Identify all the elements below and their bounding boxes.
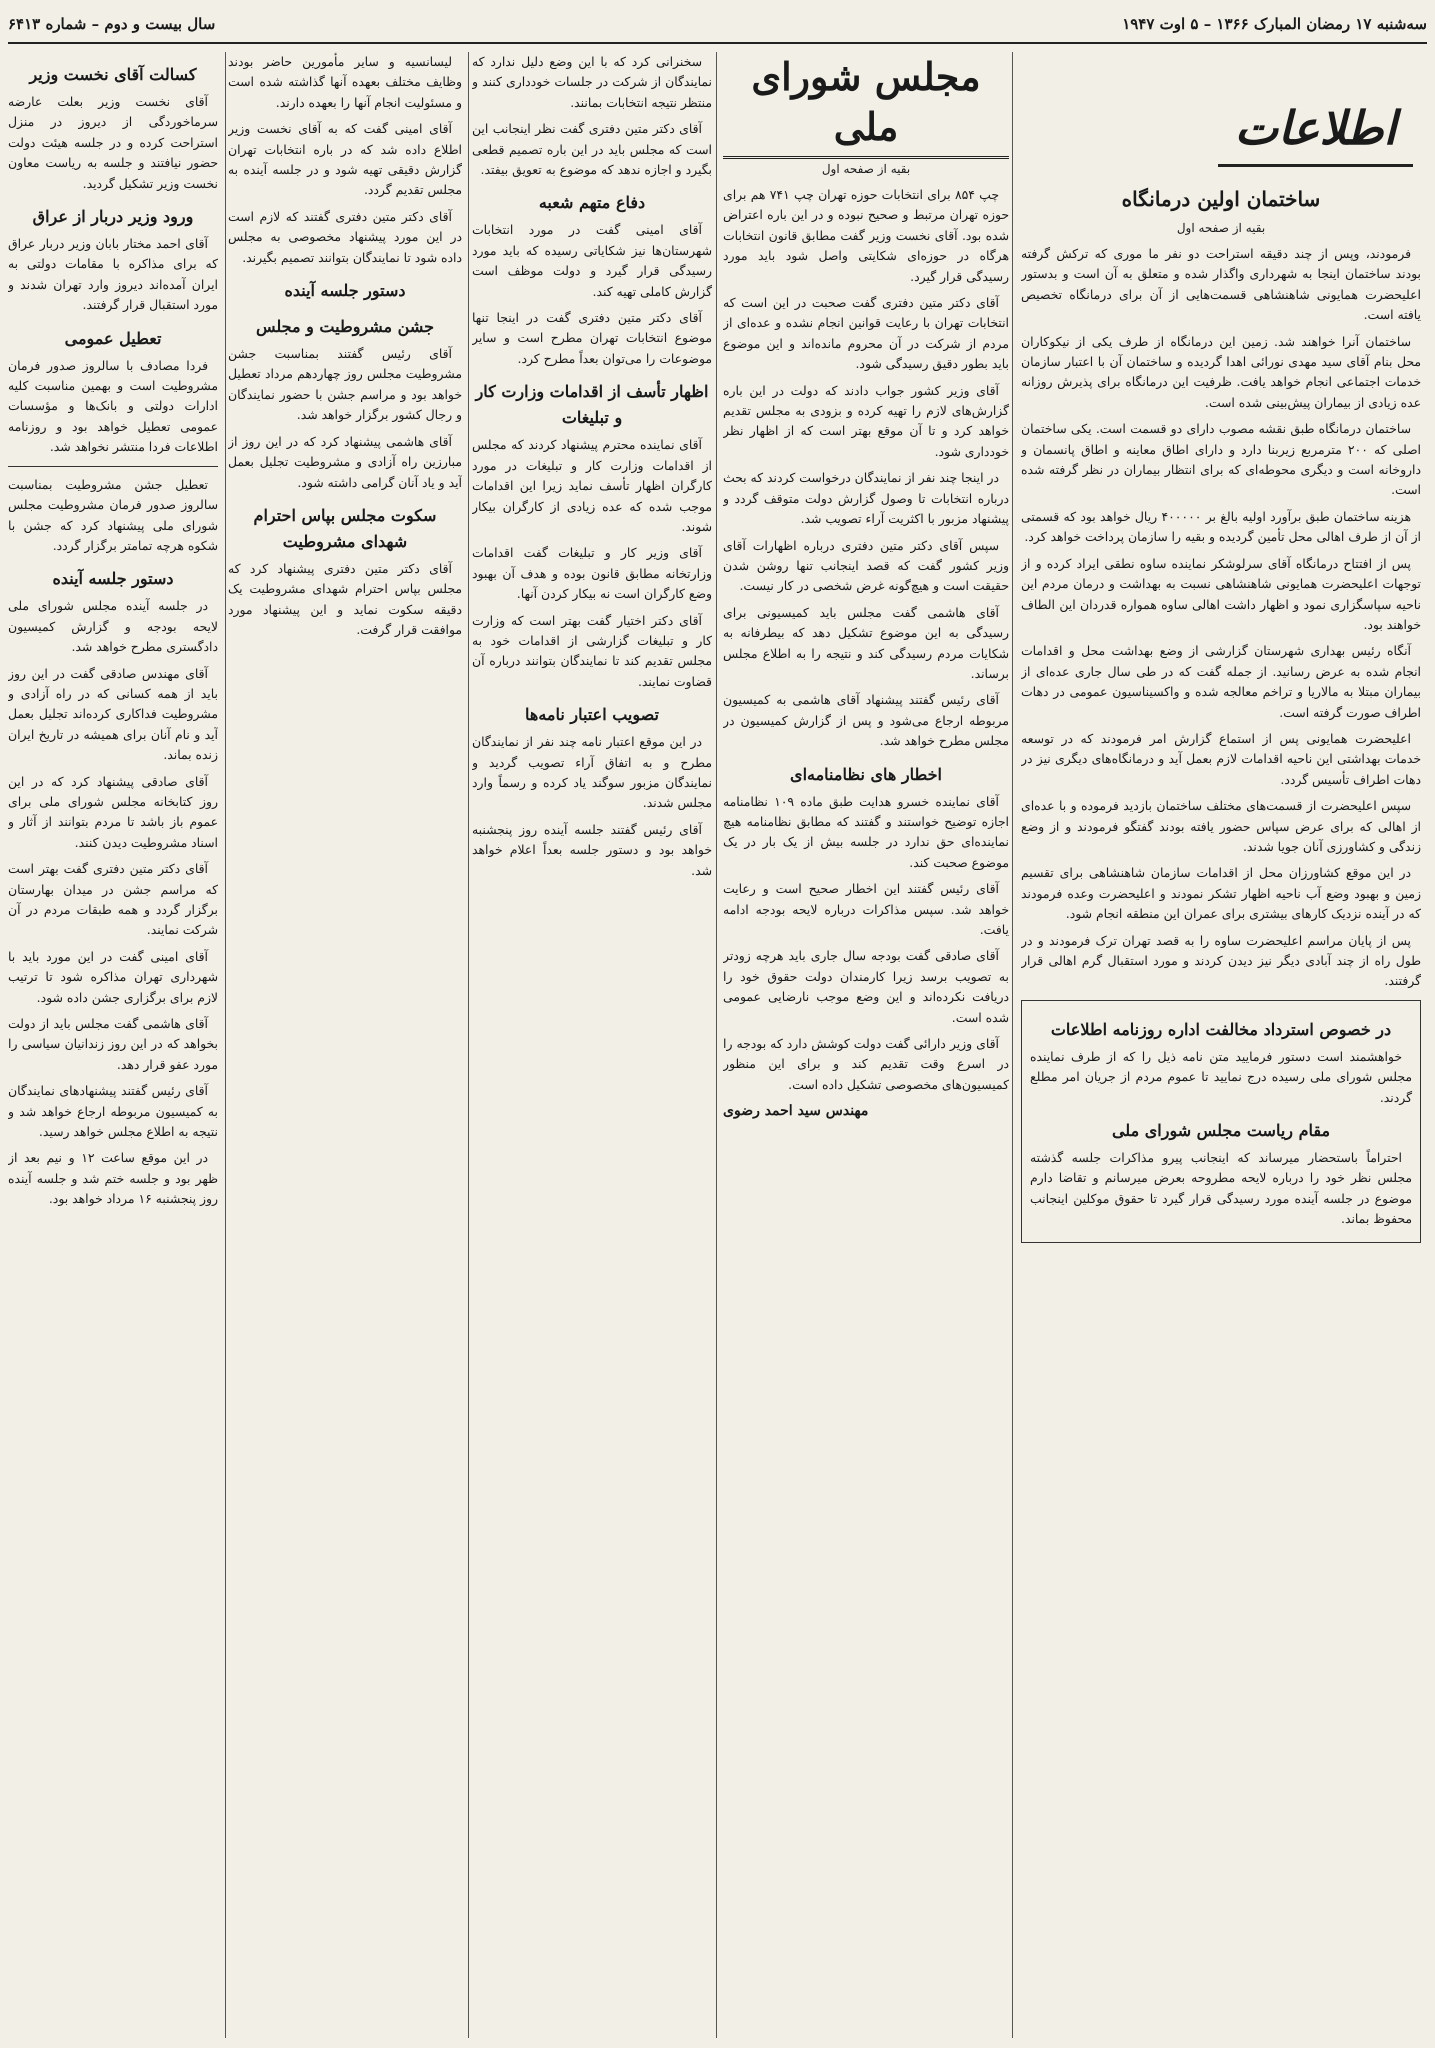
article-paragraph: در اینجا چند نفر از نمایندگان درخواست کردند که بحث درباره انتخابات تا وصول گزارش دولت متوقف گردد و پیشنهاد مزبور با اکثریت آراء تصویب شد. (723, 470, 1009, 527)
article-paragraph: اعلیحضرت همایونی پس از استماع گزارش امر فرمودند که در توسعه خدمات بهداشتی این ناحیه اقدامات لازم بعمل آید و درمانگاه‌های دیگری نیز در دهات اطراف تأسیس گردد. (1021, 730, 1421, 787)
news-item-text: فردا مصادف با سالروز صدور فرمان مشروطیت است و بهمین مناسبت کلیه ادارات دولتی و بانک‌ها و مؤسسات عمومی تعطیل خواهد بود و روزنامه اطلاعات فردا منتشر نخواهد شد. (8, 357, 218, 455)
article-subtitle: بقیه از صفحه اول (821, 162, 911, 176)
article-paragraph: آقای وزیر کشور جواب دادند که دولت در این باره گزارش‌های لازم را تهیه کرده و بزودی به مجلس تقدیم خواهد کرد و تا آن موقع بهتر است که از اظهار نظر خودداری شود. (723, 382, 1009, 459)
article-title-hospital: ساختمان اولین درمانگاه (1121, 187, 1321, 211)
article-paragraph: سپس اعلیحضرت از قسمت‌های مختلف ساختمان بازدید فرموده و با عده‌ای از اهالی که برای عرض سپاس حضور یافته بودند گفتگو فرمودند و از وضع زندگی و کشاورزی آنان جویا شدند. (1021, 798, 1421, 854)
article-paragraph: آقای هاشمی گفت مجلس باید از دولت بخواهد که در این روز زندانیان سیاسی را مورد عفو قرار دهد. (8, 1016, 218, 1072)
article-paragraph: آقای مهندس صادقی گفت در این روز باید از همه کسانی که در راه آزادی و مشروطیت فداکاری کرده‌اند تجلیل بعمل آید و نام آنان برای همیشه در تاریخ ایران زنده بماند. (8, 665, 218, 763)
section-heading: سکوت مجلس بپاس احترام شهدای مشروطیت (253, 505, 437, 551)
article-paragraph: آقای امینی گفت که به آقای نخست وزیر اطلاع داده شد که در باره انتخابات تهران گزارش دقیقی تهیه شود و در جلسه آینده به مجلس تقدیم گردد. (228, 121, 462, 198)
article-paragraph: آقای امینی گفت در این مورد باید با شهرداری تهران مذاکره شود تا ترتیب لازم برای برگزاری جشن داده شود. (8, 948, 218, 1005)
news-item-text: آقای احمد مختار بابان وزیر دربار عراق که برای مذاکره با مقامات دولتی به ایران آمده‌اند دیروز وارد تهران شدند و مورد استقبال قرار گرفتند. (8, 236, 218, 313)
article-paragraph: ساختمان درمانگاه طبق نقشه مصوب دارای دو قسمت است. یکی ساختمان اصلی که ۲۰۰ مترمربع زیربنا دارد و دارای اطاق معاینه و اطاق پانسمان و داروخانه است و دیگری محوطه‌ای که برای انتظار بیماران در نظر گرفته شده است. (1021, 421, 1421, 498)
header-date: سه‌شنبه ۱۷ رمضان المبارک ۱۳۶۶ – ۵ اوت ۱۹۴۷ (1122, 15, 1427, 33)
column-rule (468, 52, 469, 2038)
column-hospital (1021, 176, 1421, 2038)
article-paragraph: آقای رئیس گفتند پیشنهادهای نمایندگان به کمیسیون مربوطه ارجاع خواهد شد و نتیجه به اطلاع مجلس خواهد رسید. (8, 1083, 218, 1140)
article-paragraph: پس از افتتاح درمانگاه آقای سرلوشکر نماینده ساوه نطقی ایراد کرده و از توجهات اعلیحضرت همایونی شاهنشاهی نسبت به بهداشت و درمان مردم این ناحیه سپاسگزاری نمود و اظهار داشت اهالی ساوه همواره قدردان این الطاف خواهند بود. (1021, 555, 1421, 632)
notice-text-2: احتراماً باستحضار میرساند که اینجانب پیرو مذاکرات جلسه گذشته مجلس نظر خود را درباره لایحه مطروحه بعرض میرسانم و تقاضا دارم موضوع در جلسه آینده مورد رسیدگی قرار گیرد تا حقوق موکلین اینجانب محفوظ بماند. (1030, 1150, 1412, 1227)
article-paragraph: آقای دکتر متین دفتری گفت بهتر است که مراسم جشن در میدان بهارستان برگزار گردد و همه طبقات مردم در آن شرکت نمایند. (8, 861, 218, 938)
article-paragraph: آقای دکتر متین دفتری گفت نظر اینجانب این است که مجلس باید در این باره تصمیم قطعی بگیرد و اجازه ندهد که موضوع به تعویق بیفتد. (472, 121, 712, 178)
article-paragraph: در این موقع ساعت ۱۲ و نیم بعد از ظهر بود و جلسه ختم شد و جلسه آینده روز پنجشنبه ۱۶ مرداد خواهد بود. (8, 1150, 218, 1207)
article-paragraph: آقای دکتر متین دفتری پیشنهاد کرد که مجلس بپاس احترام شهدای مشروطیت یک دقیقه سکوت نماید و این پیشنهاد مورد موافقت قرار گرفت. (228, 560, 462, 638)
article-paragraph: در این موقع اعتبار نامه چند نفر از نمایندگان مطرح و به اتفاق آراء تصویب گردید و نمایندگان مزبور سوگند یاد کرده و رسماً وارد مجلس شدند. (472, 734, 712, 811)
article-paragraph: آقای دکتر متین دفتری گفتند که لازم است در این مورد پیشنهاد مخصوصی به مجلس داده شود تا نمایندگان بتوانند تصمیم بگیرند. (228, 208, 462, 265)
article-paragraph: آقای رئیس گفتند پیشنهاد آقای هاشمی به کمیسیون مربوطه ارجاع می‌شود و پس از گزارش کمیسیون در مجلس مطرح خواهد شد. (723, 692, 1009, 749)
page-header (8, 6, 1427, 44)
news-item-text: در جلسه آینده مجلس شورای ملی لایحه بودجه و گزارش کمیسیون دادگستری مطرح خواهد شد. (8, 598, 218, 655)
article-paragraph: آقای رئیس گفتند جلسه آینده روز پنجشنبه خواهد بود و دستور جلسه بعداً اعلام خواهد شد. (472, 821, 712, 878)
notice-text: خواهشمند است دستور فرمایید متن نامه ذیل را که از طرف نماینده مجلس شورای ملی رسیده درج نمایید تا عموم مردم از جریان امر مطلع گردند. (1030, 1048, 1412, 1105)
article-paragraph: هزینه ساختمان طبق برآورد اولیه بالغ بر ۴۰۰۰۰۰ ریال خواهد بود که قسمتی از آن از طرف اهالی محل تأمین گردیده و بقیه را سازمان پرداخت خواهد کرد. (1021, 508, 1421, 545)
article-paragraph: آنگاه رئیس بهداری شهرستان گزارشی از وضع بهداشت محل و اقدامات انجام شده به عرض رسانید. از جمله گفت که در طی سال جاری عده‌ای از بیماران مبتلا به مالاریا و تراخم معالجه شده و واکسیناسیون عمومی در دهات اطراف صورت گرفته است. (1021, 643, 1421, 720)
article-paragraph: فرمودند، وپس از چند دقیقه استراحت دو نفر ما موری که ترکش گرفته بودند ساختمان اینجا به شهرداری واگذار شده و متعلق به آن است و بدستور اعلیحضرت همایونی شاهنشاهی قسمت‌هایی از آن برای درمانگاه تخصیص یافته است. (1021, 246, 1421, 323)
article-paragraph: سخنرانی کرد که با این وضع دلیل ندارد که نمایندگان از شرکت در جلسات خودداری کنند و منتظر نتیجه انتخابات بمانند. (472, 54, 712, 110)
article-paragraph: تعطیل جشن مشروطیت بمناسبت سالروز صدور فرمان مشروطیت مجلس شورای ملی پیشنهاد کرد که جشن با شکوه هرچه تمامتر برگزار گردد. (8, 476, 218, 553)
news-item-title: کسالت آقای نخست وزیر (29, 65, 197, 84)
article-paragraph: آقای دکتر متین دفتری گفت در اینجا تنها موضوع انتخابات تهران مطرح است و سایر موضوعات را می‌توان بعداً مطرح کرد. (472, 310, 712, 366)
article-paragraph: آقای دکتر متین دفتری گفت صحبت در این است که انتخابات تهران با رعایت قوانین انجام نشده و عده‌ای از مردم از شرکت در آن محروم مانده‌اند و این موضوع باید بطور دقیق رسیدگی شود. (723, 295, 1009, 372)
section-heading: دستور جلسه آینده (284, 281, 406, 301)
news-item-title: ورود وزیر دربار از عراق (32, 207, 194, 227)
article-paragraph: آقای رئیس گفتند این اخطار صحیح است و رعایت خواهد شد. سپس مذاکرات درباره لایحه بودجه ادامه یافت. (723, 881, 1009, 937)
article-paragraph: آقای صادقی پیشنهاد کرد که در این روز کتابخانه مجلس شورای ملی برای عموم باز باشد تا مردم بتوانند از آثار و اسناد مشروطیت دیدن کنند. (8, 773, 218, 850)
article-paragraph: آقای دکتر اختیار گفت بهتر است که وزارت کار و تبلیغات گزارشی از اقدامات خود به مجلس تقدیم کند تا نمایندگان بتوانند درباره آن قضاوت نمایند. (472, 612, 712, 689)
news-item-title: تعطیل عمومی (64, 328, 162, 348)
section-heading: اظهار تأسف از اقدامات وزارت کار و تبلیغات (475, 382, 709, 428)
newspaper-logo: اطلاعات (1218, 92, 1413, 167)
notice-box (1021, 1000, 1421, 1243)
article-paragraph: آقای امینی گفت در مورد انتخابات شهرستان‌ها نیز شکایاتی رسیده که باید مورد رسیدگی قرار گیرد و دولت موظف است گزارش کاملی تهیه کند. (472, 222, 712, 299)
article-paragraph: سپس آقای دکتر متین دفتری درباره اظهارات آقای وزیر کشور گفت که قصد اینجانب تنها روشن شدن حقیقت است و هیچ‌گونه غرض شخصی در کار نیست. (723, 537, 1009, 594)
article-paragraph: آقای وزیر دارائی گفت دولت کوشش دارد که بودجه را در اسرع وقت تقدیم کند و برای این منظور کمیسیون‌های مخصوصی تشکیل داده است. (723, 1036, 1009, 1092)
article-paragraph: آقای هاشمی گفت مجلس باید کمیسیونی برای رسیدگی به این موضوع تشکیل دهد که بیطرفانه به شکایات مردم رسیدگی کند و نتیجه را به اطلاع مجلس برساند. (723, 604, 1009, 681)
article-paragraph: در این موقع کشاورزان محل از اقدامات سازمان شاهنشاهی برای تقسیم زمین و بهبود وضع آب ناحیه اظهار تشکر نمودند و اعلیحضرت وعده فرمودند که در آینده نزدیک کارهای بیشتری برای عمران این منطقه انجام شود. (1021, 865, 1421, 922)
section-heading: جشن مشروطیت و مجلس (255, 317, 435, 337)
article-paragraph: آقای وزیر کار و تبلیغات گفت اقدامات وزارتخانه مطابق قانون بوده و هدف آن بهبود وضع کارگران است نه بیکار کردن آنها. (472, 545, 712, 602)
news-item-title: دستور جلسه آینده (52, 569, 174, 589)
section-heading: اخطار های نظامنامه‌ای (790, 764, 942, 784)
article-paragraph: آقای رئیس گفتند بمناسبت جشن مشروطیت مجلس روز چهاردهم مرداد تعطیل خواهد بود و مراسم جشن با حضور نمایندگان و رجال کشور برگزار خواهد شد. (228, 346, 462, 423)
article-paragraph: پس از پایان مراسم اعلیحضرت ساوه را به قصد تهران ترک فرمودند و در طول راه از چند آبادی دیگر نیز دیدن کردند و مورد استقبال گرم اهالی قرار گرفتند. (1021, 932, 1421, 989)
divider (8, 466, 218, 467)
column-rule (1012, 52, 1013, 2038)
article-paragraph: آقای نماینده محترم پیشنهاد کردند که مجلس از اقدامات وزارت کار و تبلیغات در مورد کارگران اظهار تأسف نماید زیرا این اقدامات موجب شده که عده زیادی از کارگران بیکار شوند. (472, 437, 712, 534)
column-rule (225, 52, 226, 2038)
column-majlis (723, 52, 1009, 2038)
article-paragraph: ساختمان آنرا خواهند شد. زمین این درمانگاه از طرف یکی از نیکوکاران محل بنام آقای سید مهدی نورائی اهدا گردیده و ساختمان آن با اعتبار سازمان خدمات اجتماعی انجام خواهد یافت. ظرفیت این درمانگاه برای پذیرش روزانه عده زیادی از بیماران پیش‌بینی شده است. (1021, 333, 1421, 410)
article-paragraph: آقای هاشمی پیشنهاد کرد که در این روز از مبارزین راه آزادی و مشروطیت تجلیل بعمل آید و یاد آنان گرامی داشته شود. (228, 433, 462, 490)
article-paragraph: لیسانسیه و سایر مأمورین حاضر بودند وظایف مختلف بعهده آنها گذاشته شده است و مسئولیت انجام آنها را بعهده دارند. (228, 54, 462, 110)
article-subtitle: بقیه از صفحه اول (1176, 221, 1266, 235)
section-heading: دفاع متهم شعبه (538, 193, 646, 213)
article-paragraph: چپ ۸۵۴ برای انتخابات حوزه تهران چپ ۷۴۱ هم برای حوزه تهران مرتبط و صحیح نبوده و در این باره اعتراض شده بود. آقای نخست وزیر گفت مطابق قانون انتخابات هرگاه در حوزه‌ای شکایتی واصل شود باید مورد رسیدگی قرار گیرد. (723, 187, 1009, 284)
news-item-text: آقای نخست وزیر بعلت عارضه سرماخوردگی از دیروز در منزل استراحت کرده و در جلسه هیئت دولت حضور نیافتند و جلسه به ریاست معاون نخست وزیر تشکیل گردید. (8, 94, 218, 191)
header-issue: سال بیست و دوم – شماره ۶۴۱۳ (8, 15, 216, 33)
article-paragraph: آقای نماینده خسرو هدایت طبق ماده ۱۰۹ نظامنامه اجازه توضیح خواستند و گفتند که مطابق نظامنامه هیچ نماینده‌ای حق ندارد در جلسه بیش از یک بار در یک موضوع صحبت کند. (723, 793, 1009, 870)
notice-title: در خصوص استرداد مخالفت اداره روزنامه اطلاعات (1050, 1019, 1392, 1039)
notice-title-2: مقام ریاست مجلس شورای ملی (1111, 1121, 1331, 1141)
article-signature: مهندس سید احمد رضوی (723, 1103, 869, 1120)
section-heading: تصویب اعتبار نامه‌ها (525, 705, 659, 725)
column-d (228, 52, 462, 2038)
article-paragraph: آقای صادقی گفت بودجه سال جاری باید هرچه زودتر به تصویب برسد زیرا کارمندان دولت حقوق خود را دریافت نکرده‌اند و این وضع موجب نارضایی عمومی شده است. (723, 948, 1009, 1025)
column-rule (716, 52, 717, 2038)
column-c (472, 52, 712, 2038)
article-title-majlis: مجلس شورای ملی (723, 52, 1009, 159)
column-e (8, 52, 218, 2038)
